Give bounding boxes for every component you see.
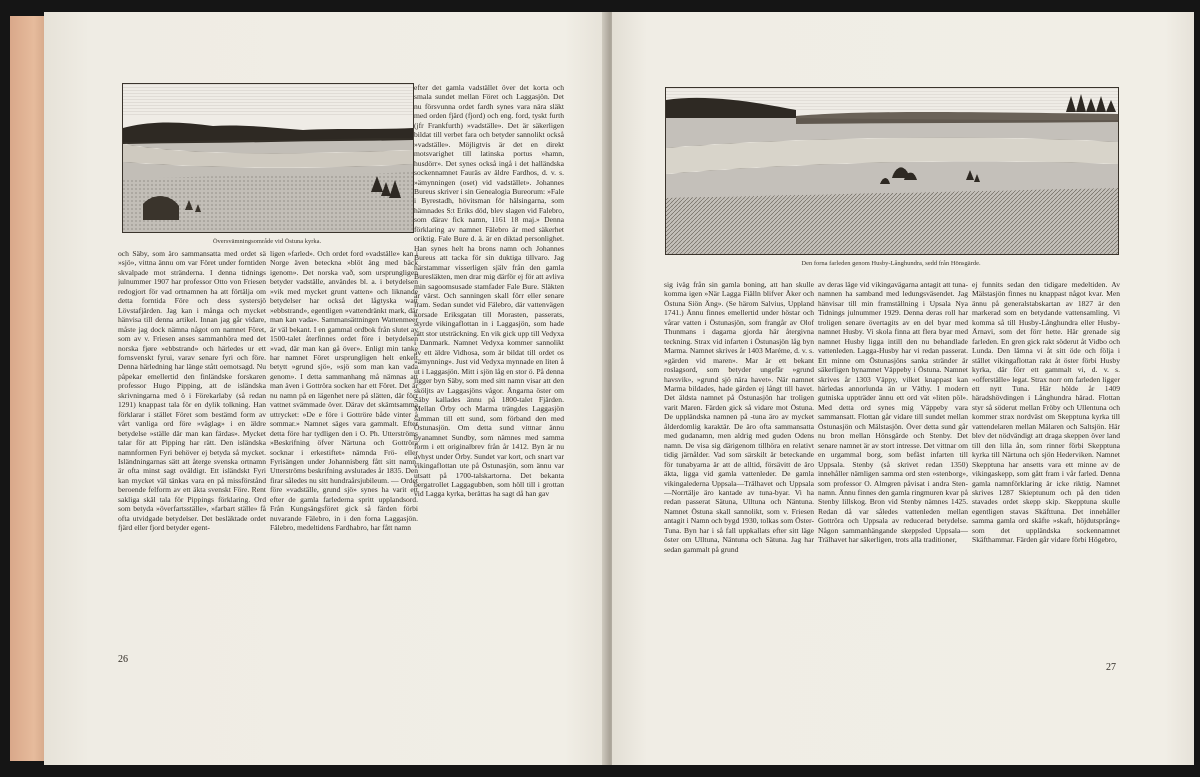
text-column-right-2: av deras läge vid vikingavägarna antagit att tuna-namnen ha samband med ledungsväsendet. Jag hänvisar till min framställning i Upsala Nya Tidnings julnummer 1929. Denna deras roll har troligen senare övertagits av en del byar med namnet Husby. Vi skola finna att flera byar med namnet Husby ligga intill den nu behandlade vattenleden. Lagga-Husby har vi redan passerat. Ett minne om Östunasjöns sanka stränder är säkerligen bynamnet Väppeby i Östuna. Namnet skrives år 1303 Väppy, vilket knappast kan härledas annorlunda än ur Väthy. I modern gutniska uppträder ännu ett ord vät »liten pöl». Med detta ord synes mig Väppeby vara sammansatt. Flottan går vidare till sundet mellan Östunasjön och Mälstasjön. Över detta sund går nu bron mellan Hönsgärde och Stenby. Det senare namnet är av stort intresse. Det vittnar om en urgammal borg, som befäst infarten till Uppsala. Stenby (så skrivet redan 1350) innehåller nämligen samma ord sten »stenborg», som professor O. Almgren påvisat i andra Sten-namn. Ännu finnes den gamla ringmuren kvar på Stenby lillskog. Bron vid Stenby nämnes 1425. Redan då var således vattenleden mellan Gottröra och Uppsala av reducerad betydelse. Någon sammanhängande skeppsled Uppsala—Trälhavet har säkerligen, trots alla traditioner, <box>818 280 968 545</box>
text-column-right-3: ej funnits sedan den tidigare medeltiden. Av Mälstasjön finnes nu knappast något kvar. Men ännu på generalstabskartan av 1827 är den markerad som en betydande vattensamling. Vi komma så till Husby-Långhundra eller Husby-Ärnavi, som det förr hette. Här grenade sig farleden. En gren gick rakt söderut åt Vidbo och Lunda. Den lämna vi åt sitt öde och följa i stället vikingaflottan rakt åt öster förbi Husby kyrka, där förr ett gammalt vi, d. v. s. »offerställe» legat. Strax norr om farleden ligger ett nytt Tuna. Här hölde år 1409 häradshövdingen i Långhundra härad. Flottan styr så söderut mellan Fröby och Ullentuna och kommer strax nordväst om Skepptuna kyrka till vattendelaren mellan Mälaren och Saltsjön. Här blev det nödvändigt att draga skeppen över land till den lilla ån, som rinner förbi Skepptuna kyrka till Närtuna och sjön Hederviken. Namnet Skepptuna har ansetts vara ett minne av de vikingaskepp, som gått fram i vår farled. Denna gamla namnförklaring är icke riktig. Namnet skrives 1287 Skieptunum och på den tiden stavades ordet skepp skip. Skepptuna skulle egentligen stavas Skäfttuna. Det innehåller samma gamla ord skäfte »skaft, höjdutsprång» som det uppländska sockennamnet Skäfthammar. Färden går vidare förbi Högebro, <box>972 280 1120 545</box>
page-number-left: 26 <box>118 654 128 665</box>
text-column-left-1: och Säby, som äro sammansatta med ordet sä »sjö», vittna ännu om var Föret under forntiden skvalpade mot stränderna. I denna tidnings julnummer 1907 har professor Otto von Friesen redogjort för vad ortnamnen ha att förtälja om detta forntida Före och dess systersjö Lövstafjärden. Jag kan i många och mycket hänvisa till denna artikel. Innan jag går vidare, måste jag dock nämna något om namnet Föret, som av v. Friesen anses sammanhöra med det norska fjøre »ebbstrand» och härledes ur ett fornsvenskt fyrui, varav senare fyri och före. Denna härledning har länge stått oemotsagd. Nu påpekar emellertid den finländske forskaren professor Hugo Pipping, att de isländska skrivningarna med ö i Förekarlaby (så redan 1291) knappast tala för en dylik tolkning. Han förklarar i stället Föret som bestämd form av vårt vanliga ord före »väglag» i en äldre betydelse »ställe där man kan färdas». Mycket talar för att Pipping har rätt. Den isländska namnformen Fyri behöver ej betyda så mycket. Isländningarnas sätt att återge svenska ortnamn är ofta minst sagt oväldigt. Ett isländskt Fyri kan mycket väl tänkas vara en på missförstånd beroende felform av ett äkta svenskt Före. Rent sakliga skäl tala för Pippings förklaring. Ord som betyda »överfartsställe», »farbart ställe» få ofta utvidgade betydelser. Det besläktade ordet fjärd eller fjord betyder egent- <box>118 249 266 533</box>
right-page <box>612 12 1194 765</box>
engraving-husby-langhundra <box>665 87 1119 255</box>
text-column-left-2: ligen »farled». Och ordet ford »vadställe» kan i Norge även beteckna »blöt äng med bäck igenom». Det norska vað, som ursprungligen betyder vadställe, användes bl. a. i betydelsen »vik med mycket grunt vatten» och liknande betydelser har också det lågtyska watt »ebbstrand», egentligen »vattendränkt mark, där man kan vada». Sammansättningen Wattenmeer är väl bekant. I en gammal ordbok från slutet av 1500-talet återfinnes ordet före i betydelsen »vad, där man kan gå över». Enligt min tanke har namnet Föret ursprungligen helt enkelt betytt »grund sjö», »sjö som man kan vada genom». I detta sammanhang må nämnas att man även i Gottröra socken har ett Föret. Det är nu namn på en lägenhet nere på slätten, där förr vattnet svämmade över. Därav det skämtsamma uttrycket: »De e före i Gottröre både vinter å sommar.» Namnet säges vara gammalt. Efter detta före har tydligen den i O. Ph. Utterströms »Beskrifning öfver Närtuna och Gottröra socknar i erkestiftet» nämnda Frö- eller Fyrisängen under Johannisberg fått sitt namn. Utterströms beskrifning avslutades år 1835. Den firar således nu sitt hundraårsjubileum. — Ordet före »vadställe, grund sjö» synes ha varit ett efter de gamla farlederna spritt upplandsord. Från Kungsängsföret gick så färden förbi nuvarande Fälebro, in i den forna Laggasjön. Fälebro, medeltidens Fardhabro, har fått namn <box>270 249 418 533</box>
text-column-left-3: efter det gamla vadstället över det korta och smala sundet mellan Föret och Laggasjön. Det nu försvunna ordet fardh synes vara nära släkt med orden fjärd (fjord) och eng. ford, tyskt furth (jfr Frankfurth) »vadställe». Det är säkerligen bildat till verbet fara och betyder sannolikt också »vadställe». Möjligtvis är det en direkt motsvarighet till latinska portus »hamn, husdörr». Det synes också ingå i det halländska sockennamnet Fauräs av äldre Fardhos, d. v. s. »ämynningen (oset) vid vadstället». Johannes Bureus skriver i sin Genealogia Bureorum: »Fale i Byrestadh, hövitsman för hälsingarna, som hämnades S:t Eriks död, blev slagen vid Falebro, som därav fick namn, 1161 18 maj.» Denna förklaring av namnet Fälebro är med säkerhet oriktig. Fale Bure d. ä. är en diktad personlighet. Han synes helt ha brons namn och Johannes Bureus att tacka för sin duktiga tillvaro. Jag härstammar visserligen själv från den gamla Buresläkten, men drar mig därför ej för att avliva min sagoomsusade stamfader Fale Bure. Släkten är värst. Och sanningen skall förr eller senare fram. Sedan sundet vid Fälebro, där vattenvägen korsade Eriksgatan till Morasten, passerats, styrde vikingaflottan in i Laggasjön, som hade rätt stor utsträckning. En vik gick upp till Vedyxa i Danmark. Namnet Vedyxa kommer sannolikt av ett äldre Vidhosa, som är bildat till ordet os »ämynning». Just vid Vedyxa mynnade en liten å ut i Laggasjön. Mitt i sjön låg en stor ö. På denna ligger byn Säby, som med sitt namn visar att den sköljts av Laggasjöns vågor. Ängarna öster om Säby kallades ännu på 1800-talet Fjärden. Mellan Örby och Marma trängdes Laggasjön samman till ett sund, som förband den med Östunasjön. Om detta sund vittnar ännu byanamnet Sundby, som nämnes med samma form i ett originalbrev från år 1412. Byn är nu avhyst under Örby. Sundet var kort, och snart var vikingaflottan ute på Östunasjön, som ännu var utsatt på 1700-talskartorna. Det bekanta bergatrollet Laggagubben, som höll till i grottan vid Lagga kyrka, berättas ha sagt då han gav <box>414 83 564 499</box>
left-page <box>44 12 610 765</box>
text-column-right-1: sig iväg från sin gamla boning, att han skulle komma igen »När Lagga Fiälln blifver Åker och Östuna Siön Äng». (Se härom Salvius, Uppland 1741.) Ännu finnes emellertid under höstar och vårar vatten i Östunasjön, som frangår av Olof Thunmans i dagarna gjorda här återgivna teckning. Strax vid infarten i Östunasjön låg byn Marma. Namnet skrives år 1403 Maréme, d. v. s. »gärden vid maren». Mar är ett bekant roslagsord, som betyder ungefär »grund havsvik», »grund sjö nära havet». När namnet Marma bildades, hade gärden ej långt till havet. Det äldsta namnet på Östunasjön har troligen varit Maren. Färden gick så vidare mot Östuna. De uppländska namnen på -tuna äro av mycket ålderdomlig karaktär. De äro ofta sammansatta med gudanamn, men aldrig med guden Odens namn. De visa sig därigenom tillhöra en relativt tidig järnålder. Vad som särskilt är beteckande för tunabyarna är att de alltid, försävitt de äro äkta, ligga vid gamla vattenleder. De gamla vikingalederna Uppsala—Trälhavet och Uppsala—Norrtälje äro kantade av tuna-byar. Vi ha redan passerat Sätuna, Ulltuna och Näntuna. Namnet Östuna skall sannolikt, som v. Friesen antagit i Namn och bygd 1930, tolkas som Öster-Tuna. Byn har i så fall uppkallats efter sitt läge öster om Ulltuna, Näntuna och Sätuna. Jag har sedan gammalt på grund <box>664 280 814 554</box>
caption-right: Den forna farleden genom Husby-Långhundra, sedd från Hönsgärde. <box>801 260 981 267</box>
engraving-ostuna-church <box>122 83 414 233</box>
caption-left: Översvämningsområde vid Östuna kyrka. <box>212 238 322 245</box>
page-number-right: 27 <box>1106 662 1116 673</box>
